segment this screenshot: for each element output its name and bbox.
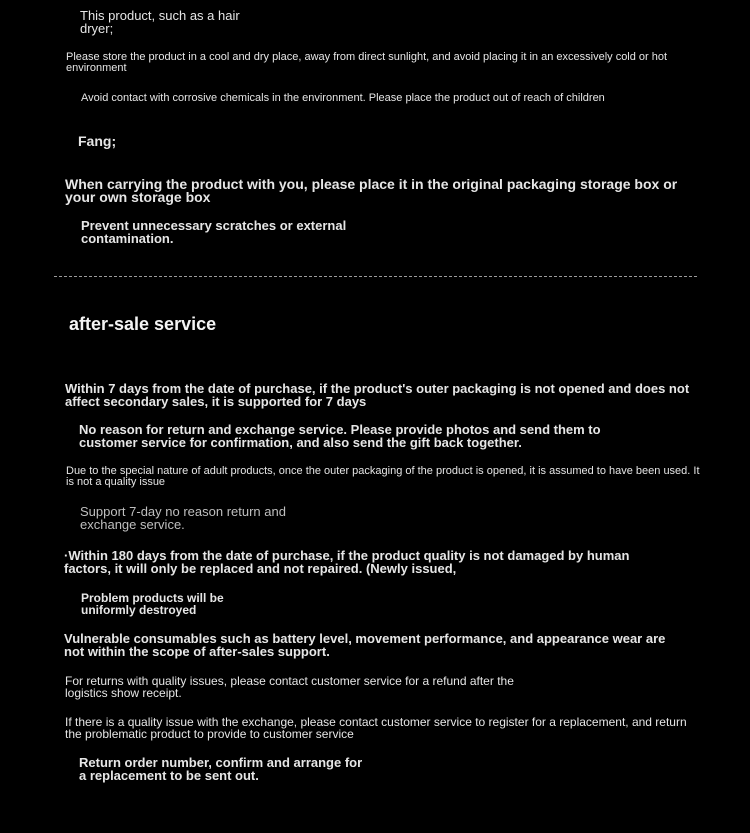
policy-refund: For returns with quality issues, please contact customer service for a refund after the logistics show receipt. bbox=[65, 674, 514, 700]
note-hair-dryer: This product, such as a hair dryer; bbox=[80, 8, 240, 36]
policy-destroyed: Problem products will be uniformly destroyed bbox=[81, 591, 224, 617]
note-fang: Fang; bbox=[78, 133, 117, 149]
dashed-divider bbox=[54, 276, 697, 277]
note-carrying: When carrying the product with you, please place it in the original packaging storage box or your own storage box bbox=[65, 176, 678, 205]
note-prevent-scratches: Prevent unnecessary scratches or external contamination. bbox=[81, 218, 347, 246]
policy-consumables: Vulnerable consumables such as battery level, movement performance, and appearance wear are not within the scope of after-sales support. bbox=[64, 631, 666, 659]
policy-no-reason: No reason for return and exchange service. Please provide photos and send them to customer service for confirmation, and also send the gift back together. bbox=[79, 422, 601, 450]
policy-within-180: ·Within 180 days from the date of purchase, if the product quality is not damaged by human factors, it will only be replaced and not repaired. (Newly issued, bbox=[64, 548, 630, 576]
note-cool-dry-place: Please store the product in a cool and dry place, away from direct sunlight, and avoid placing it in an excessively cold or hot environment bbox=[66, 51, 668, 74]
policy-adult-products: Due to the special nature of adult products, once the outer packaging of the product is opened, it is assumed to have been used. It is not a quality issue bbox=[66, 465, 700, 488]
policy-support-7day: Support 7-day no reason return and exchange service. bbox=[80, 504, 286, 532]
policy-return-order: Return order number, confirm and arrange for a replacement to be sent out. bbox=[79, 755, 363, 783]
policy-seven-days: Within 7 days from the date of purchase, if the product's outer packaging is not opened and does not affect secondary sales, it is supported for 7 days bbox=[65, 381, 690, 409]
after-sale-heading: after-sale service bbox=[69, 314, 217, 334]
policy-exchange: If there is a quality issue with the exchange, please contact customer service to register for a replacement, and return the problematic product to provide to customer service bbox=[65, 715, 687, 741]
note-avoid-chemicals: Avoid contact with corrosive chemicals in the environment. Please place the product out of reach of children bbox=[81, 92, 605, 104]
